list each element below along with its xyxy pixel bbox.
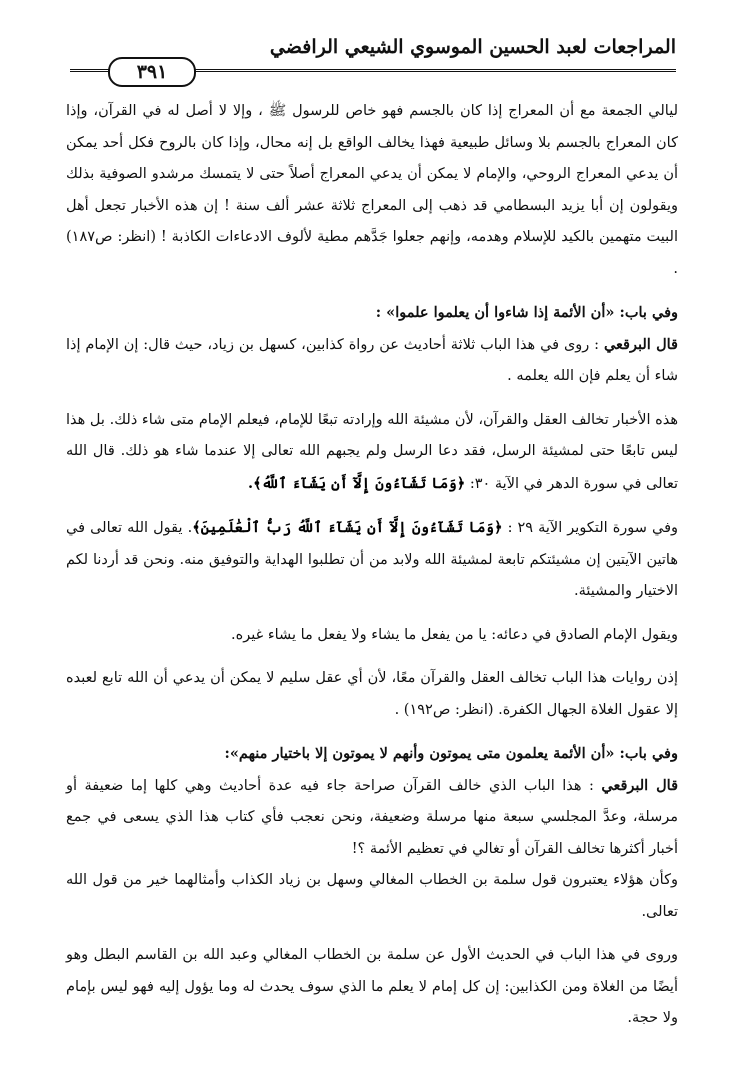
paragraph-4-post: . يقول الله تعالى في هاتين الآيتين إن مشيئتكم تابعة لمشيئة الله ولابد من أن تطلبوا الهداية والتوفيق منه. ونحن قد أردنا لكم الاختيار والمشيئة. [66,520,678,599]
paragraph-4 [66,512,678,608]
paragraph-3 [66,405,678,501]
paragraph-5: ويقول الإمام الصادق في دعائه: يا من يفعل ما يشاء ولا يفعل ما يشاء غيره. [231,626,678,643]
paragraph-8: وكأن هؤلاء يعتبرون قول سلمة بن الخطاب المغالي وسهل بن زياد الكذاب وأمثالهما خير من قول الله تعالى. [66,872,678,920]
running-header [70,36,676,83]
paragraph-3-text: هذه الأخبار تخالف العقل والقرآن، لأن مشيئة الله وإرادته تبعًا للإمام، فيعلم الإمام متى شاء ذلك. بل هذا ليس تابعًا حتى لمشيئة الرسل، فقد دعا الرسل ولم يجبهم الله تعالى إلا عندما شاء هو ذلك. قال الله تعالى في سورة الدهر في الآية ٣٠: [66,411,678,492]
paragraph-4-pre: وفي سورة التكوير الآية ٢٩ : [507,520,678,536]
paragraph-1: ليالي الجمعة مع أن المعراج إذا كان بالجسم فهو خاص للرسول ﷺ ، وإلا لا أصل له في القرآن، وإذا كان المعراج بالجسم بلا وسائل طبيعية فهذا يخالف الواقع بل إنه محال، وإذا كان بالروح فكل أحد يمكن أن يدعي المعراج الروحي، والإمام لا يمكن أن يدعي المعراج أصلاً حتى لا يتمسك مرشدو الصوفية بذلك ويقولون إن أبا يزيد البسطامي قد ذهب إلى المعراج ثلاثة عشر ألف سنة ! إن هذه الأخبار تجعل أهل البيت متهمين بالكيد للإسلام وهدمه، وإنهم جعلوا جَدَّهم مطية لألوف الادعاءات الكاذبة ! (انظر: ص١٨٧) . [66,103,678,277]
paragraph-6: إذن روايات هذا الباب تخالف العقل والقرآن معًا، لأن أي عقل سليم لا يمكن أن يدعي أن الله تابع لعبده إلا عقول الغلاة الجهال الكفرة. (انظر: ص١٩٢) . [66,670,678,718]
author-label-2: قال البرقعي [601,776,678,794]
section-heading-2: وفي باب: «أن الأئمة يعلمون متى يموتون وأنهم لا يموتون إلا باختيار منهم»: [224,745,678,762]
paragraph-9: وروى في هذا الباب في الحديث الأول عن سلمة بن الخطاب المغالي وعبد الله بن القاسم البطل وهو أيضًا من الغلاة ومن الكذابين: إن كل إمام لا يعلم ما الذي سوف يحدث له وما يؤول إليه فهو ليس بإمام ولا حجة. [66,947,678,1026]
header-title: المراجعات لعبد الحسين الموسوي الشيعي الرافضي [269,36,676,58]
paragraph-author-1 [66,329,678,393]
quran-verse-2: ﴿وَمَا تَشَآءُونَ إِلَّآ أَن يَشَآءَ ٱللَّهُ رَبُّ ٱلْعَٰلَمِينَ﴾ [192,519,503,536]
page-body [66,96,678,1035]
paragraph-author-2 [66,770,678,866]
author-text-2: : هذا الباب الذي خالف القرآن صراحة جاء فيه عدة أحاديث وهي كلها إما ضعيفة أو مرسلة، وعدَّ المجلسي سبعة منها مرسلة وضعيفة، ونحن نعجب فأي كتاب هذا الذي يسعى في جمع أخبار أكثرها تخالف القرآن أو تغالي في تعظيم الأئمة ؟! [66,777,678,857]
author-label: قال البرقعي [603,335,678,353]
author-text: : روى في هذا الباب ثلاثة أحاديث عن رواة كذابين، كسهل بن زياد، حيث قال: إن الإمام إذا شاء أن يعلم فإن الله يعلمه . [66,336,678,384]
section-heading-1: وفي باب: «أن الأئمة إذا شاءوا أن يعلموا علموا» : [375,304,678,321]
page-number: ٣٩١ [108,57,196,87]
quran-verse-1: ﴿وَمَا تَشَآءُونَ إِلَّآ أَن يَشَآءَ ٱللَّهُ﴾. [248,474,466,492]
